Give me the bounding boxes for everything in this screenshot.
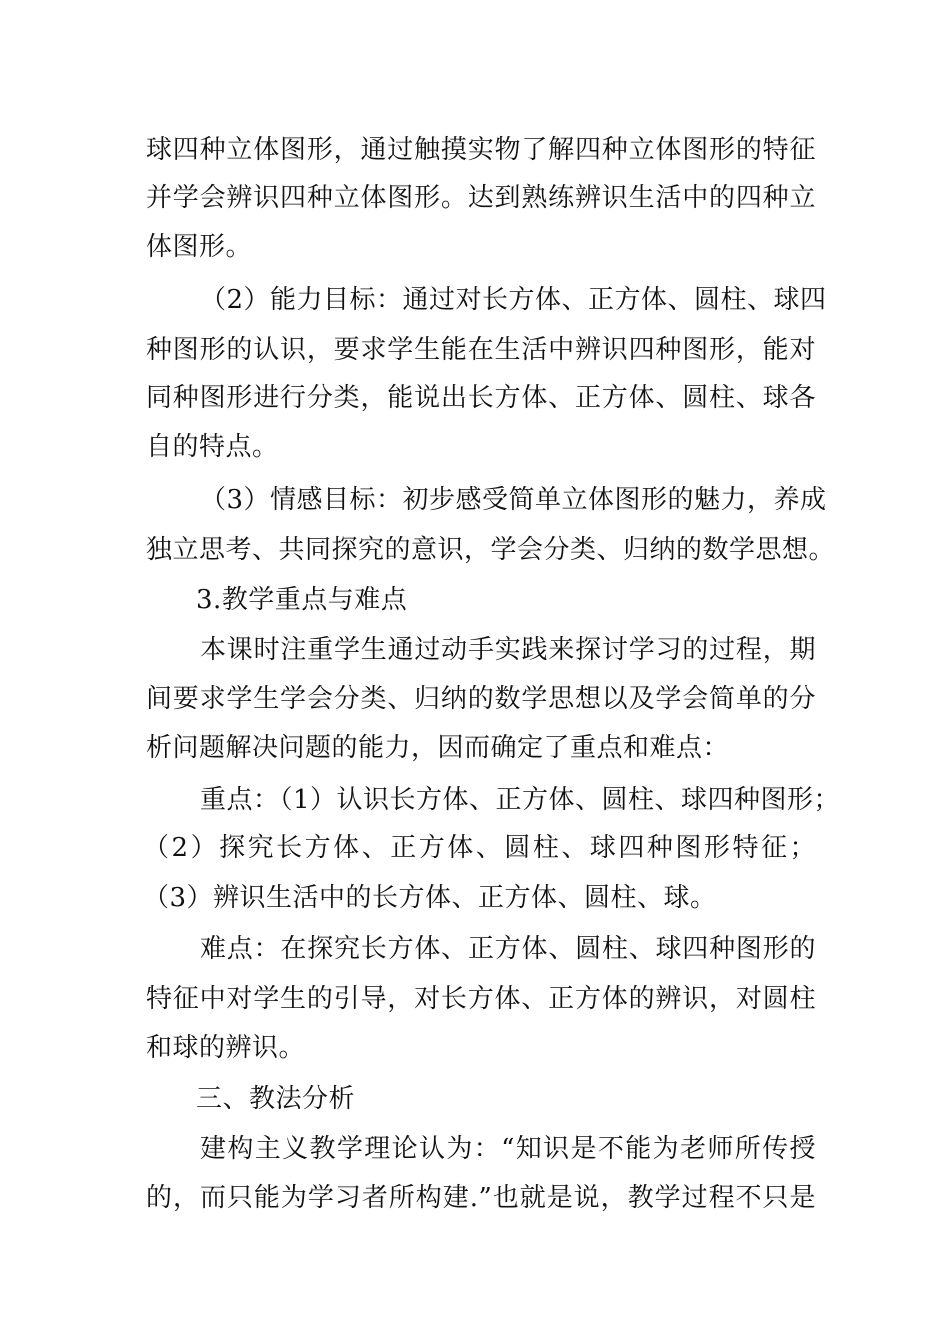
text-line-7: 自的特点。 (146, 432, 279, 462)
text-line-5: 种图形的认识，要求学生能在生活中辨识四种图形，能对 (146, 335, 816, 365)
text-line-22: 的，而只能为学习者所构建.”也就是说，教学过程不只是 (146, 1183, 816, 1213)
text-line-18: 特征中对学生的引导，对长方体、正方体的辨识，对圆柱 (146, 984, 816, 1014)
text-line-16: （3）辨识生活中的长方体、正方体、圆柱、球。 (143, 883, 717, 913)
text-line-19: 和球的辨识。 (146, 1033, 306, 1063)
text-line-15: （2）探究长方体、正方体、圆柱、球四种图形特征； (143, 833, 816, 863)
text-line-1: 球四种立体图形，通过触摸实物了解四种立体图形的特征 (146, 135, 816, 165)
text-line-2: 并学会辨识四种立体图形。达到熟练辨识生活中的四种立 (146, 183, 816, 213)
section-heading-three: 三、教法分析 (196, 1084, 356, 1114)
text-line-9: 独立思考、共同探究的意识，学会分类、归纳的数学思想。 (146, 535, 836, 565)
text-line-6: 同种图形进行分类，能说出长方体、正方体、圆柱、球各 (146, 383, 816, 413)
text-line-3: 体图形。 (146, 232, 253, 262)
text-line-13: 析问题解决问题的能力，因而确定了重点和难点： (146, 733, 730, 763)
text-line-4: （2）能力目标：通过对长方体、正方体、圆柱、球四 (200, 285, 827, 315)
text-line-21: 建构主义教学理论认为：“知识是不能为老师所传授 (200, 1134, 816, 1164)
text-line-11: 本课时注重学生通过动手实践来探讨学习的过程，期 (200, 635, 816, 665)
text-line-17: 难点：在探究长方体、正方体、圆柱、球四种图形的 (200, 934, 816, 964)
text-line-8: （3）情感目标：初步感受简单立体图形的魅力，养成 (200, 485, 827, 515)
text-line-12: 间要求学生学会分类、归纳的数学思想以及学会简单的分 (146, 684, 816, 714)
section-heading-3: 3.教学重点与难点 (196, 585, 408, 615)
text-line-14: 重点：（1）认识长方体、正方体、圆柱、球四种图形； (200, 785, 841, 815)
